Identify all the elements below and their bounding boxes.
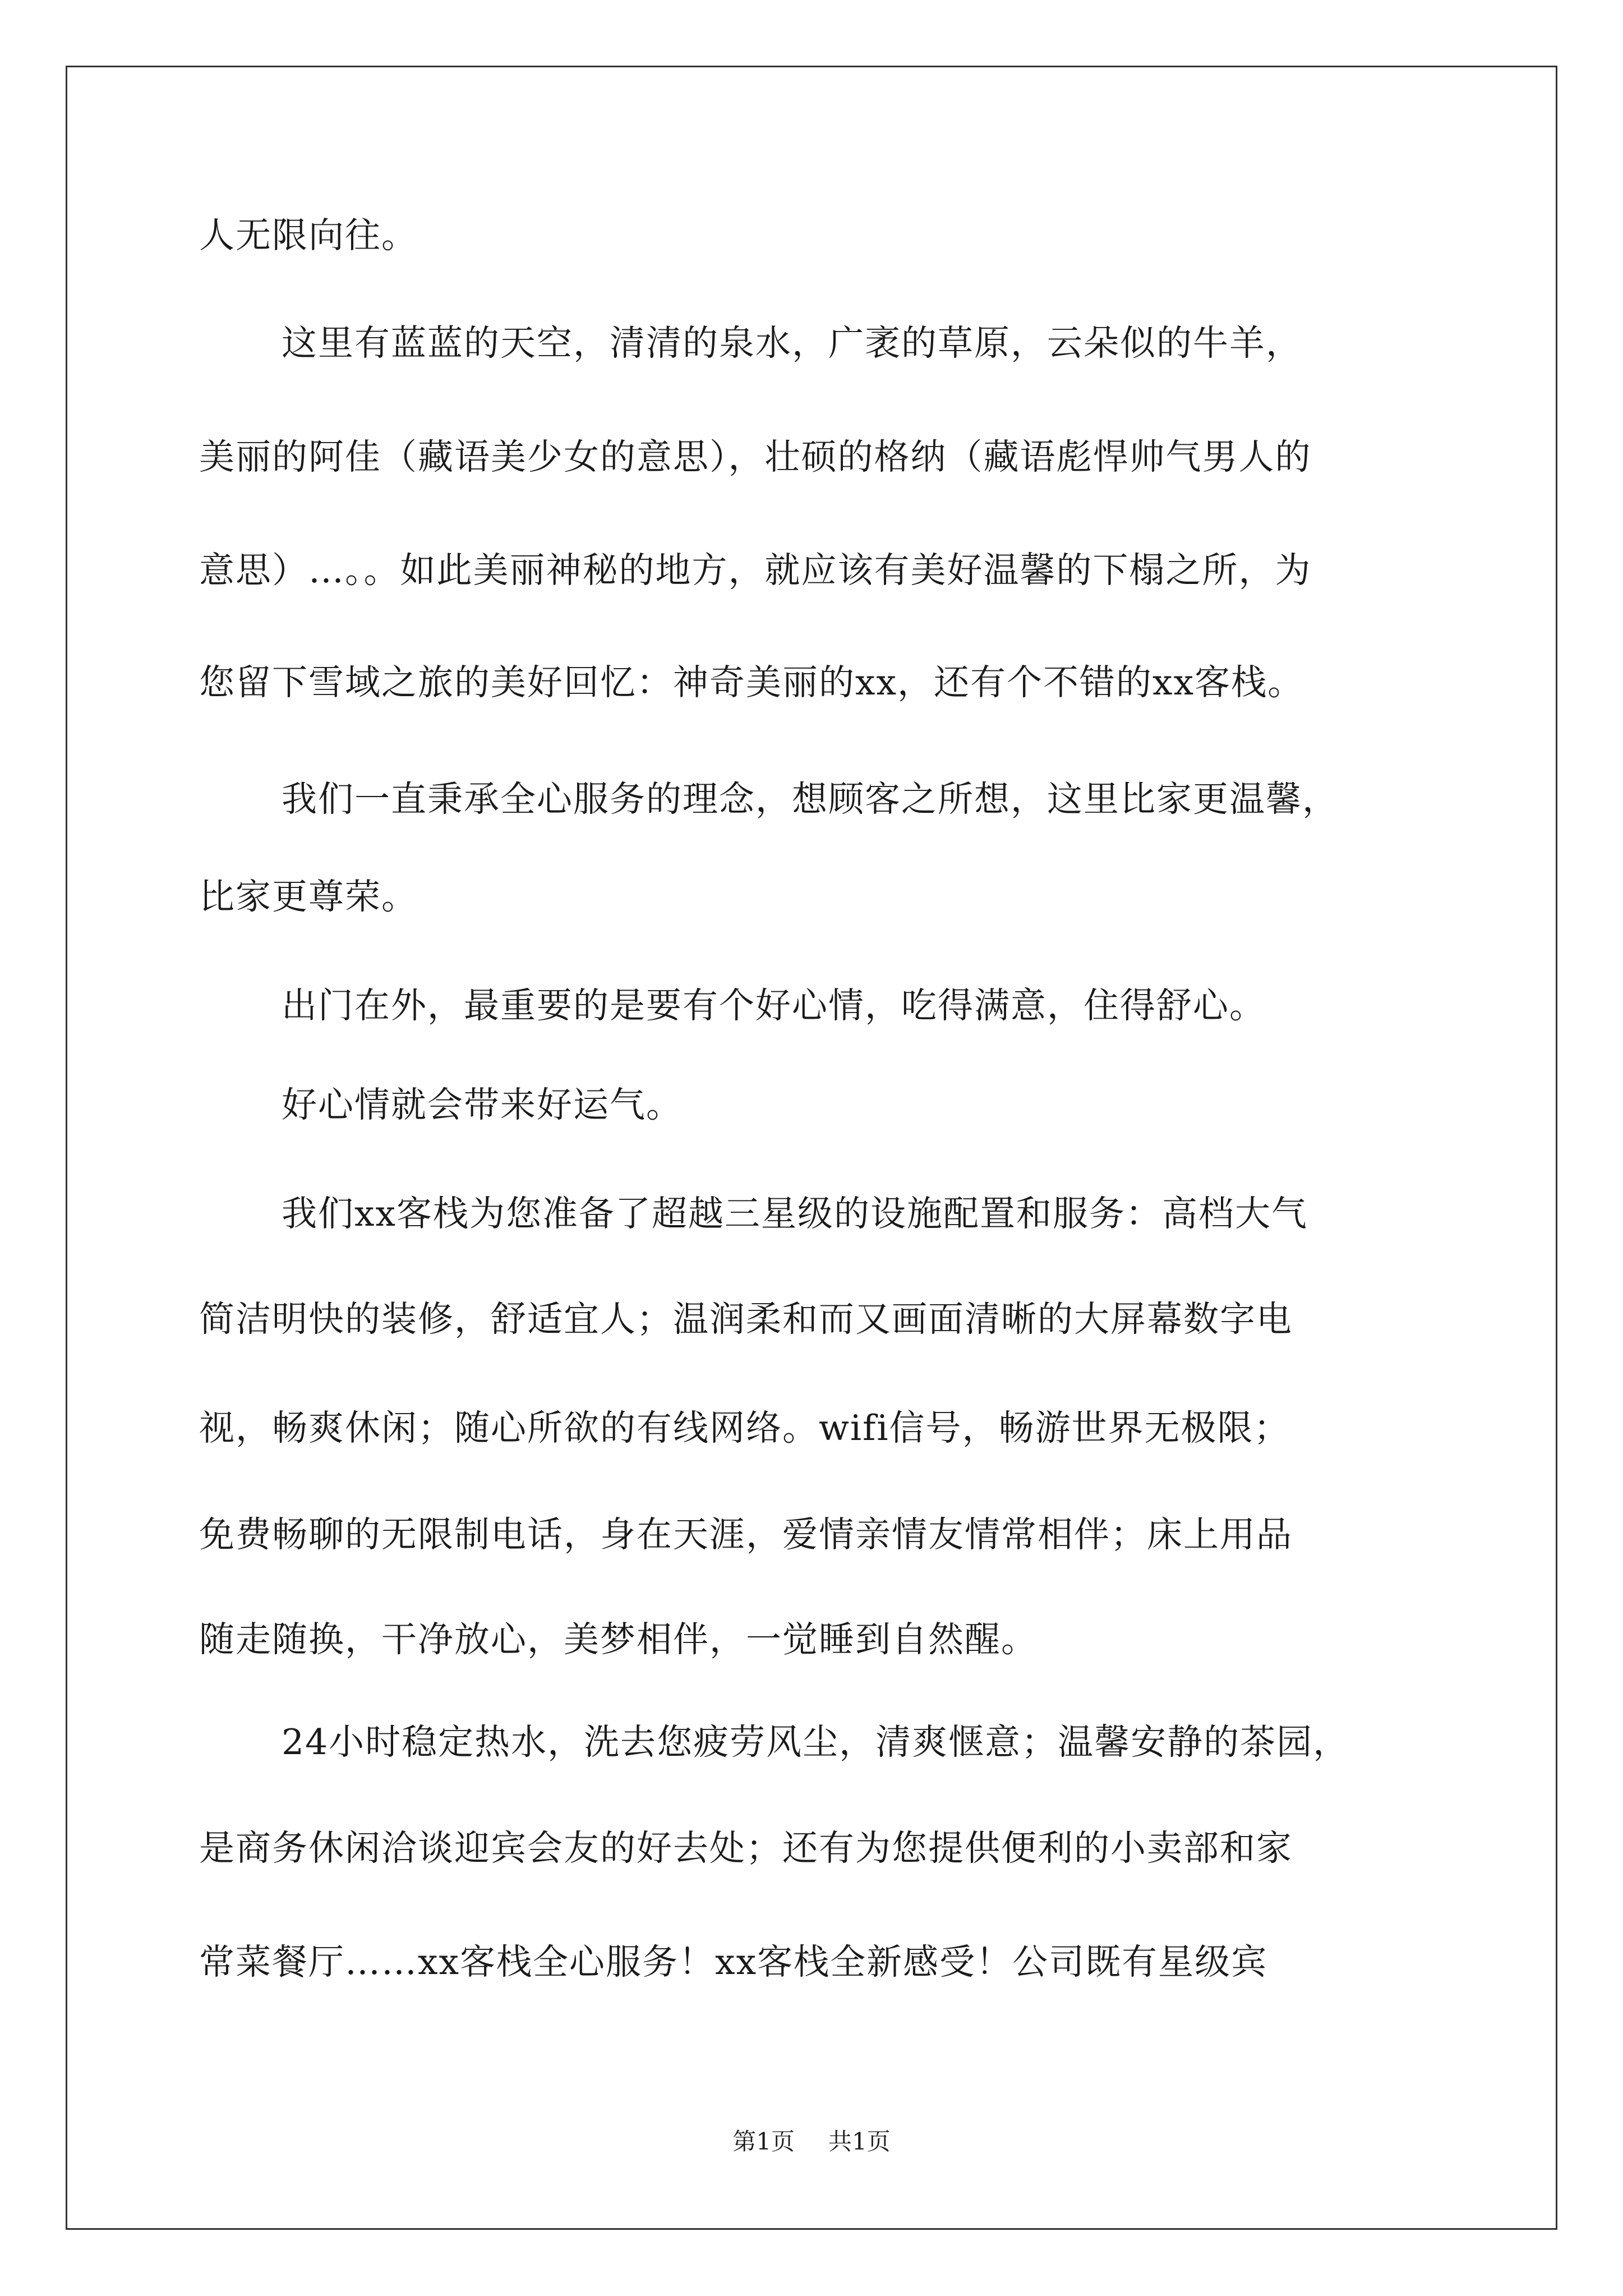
page-border [66, 66, 1557, 2230]
text-line: 我们xx客栈为您准备了超越三星级的设施配置和服务：高档大气 [282, 1193, 1308, 1234]
page-total: 共1页 [828, 2128, 891, 2155]
text-line: 美丽的阿佳（藏语美少女的意思），壮硕的格纳（藏语彪悍帅气男人的 [199, 436, 1312, 477]
page-number: 第1页 [732, 2128, 795, 2155]
page-footer [0, 2130, 1623, 2154]
text-line: 比家更尊荣。 [199, 876, 418, 917]
text-line: 24小时稳定热水，洗去您疲劳风尘，清爽惬意；温馨安静的茶园， [282, 1722, 1350, 1763]
text-line: 好心情就会带来好运气。 [282, 1084, 683, 1125]
text-line: 是商务休闲洽谈迎宾会友的好去处；还有为您提供便利的小卖部和家 [199, 1828, 1293, 1869]
text-line: 免费畅聊的无限制电话，身在天涯，爱情亲情友情常相伴；床上用品 [199, 1514, 1293, 1555]
text-line: 这里有蓝蓝的天空，清清的泉水，广袤的草原，云朵似的牛羊， [282, 323, 1302, 364]
text-line: 出门在外，最重要的是要有个好心情，吃得满意，住得舒心。 [282, 985, 1266, 1026]
text-line: 您留下雪域之旅的美好回忆：神奇美丽的xx，还有个不错的xx客栈。 [199, 662, 1304, 703]
text-line: 常菜餐厅……xx客栈全心服务！xx客栈全新感受！公司既有星级宾 [199, 1941, 1268, 1982]
text-line: 意思）…。。如此美丽神秘的地方，就应该有美好温馨的下榻之所，为 [199, 550, 1312, 591]
text-line: 视，畅爽休闲；随心所欲的有线网络。wifi信号，畅游世界无极限； [199, 1407, 1290, 1448]
text-line: 我们一直秉承全心服务的理念，想顾客之所想，这里比家更温馨， [282, 779, 1339, 820]
text-line: 随走随换，干净放心，美梦相伴，一觉睡到自然醒。 [199, 1619, 1038, 1660]
text-line: 简洁明快的装修，舒适宜人；温润柔和而又画面清晰的大屏幕数字电 [199, 1299, 1293, 1340]
text-line: 人无限向往。 [199, 215, 418, 256]
